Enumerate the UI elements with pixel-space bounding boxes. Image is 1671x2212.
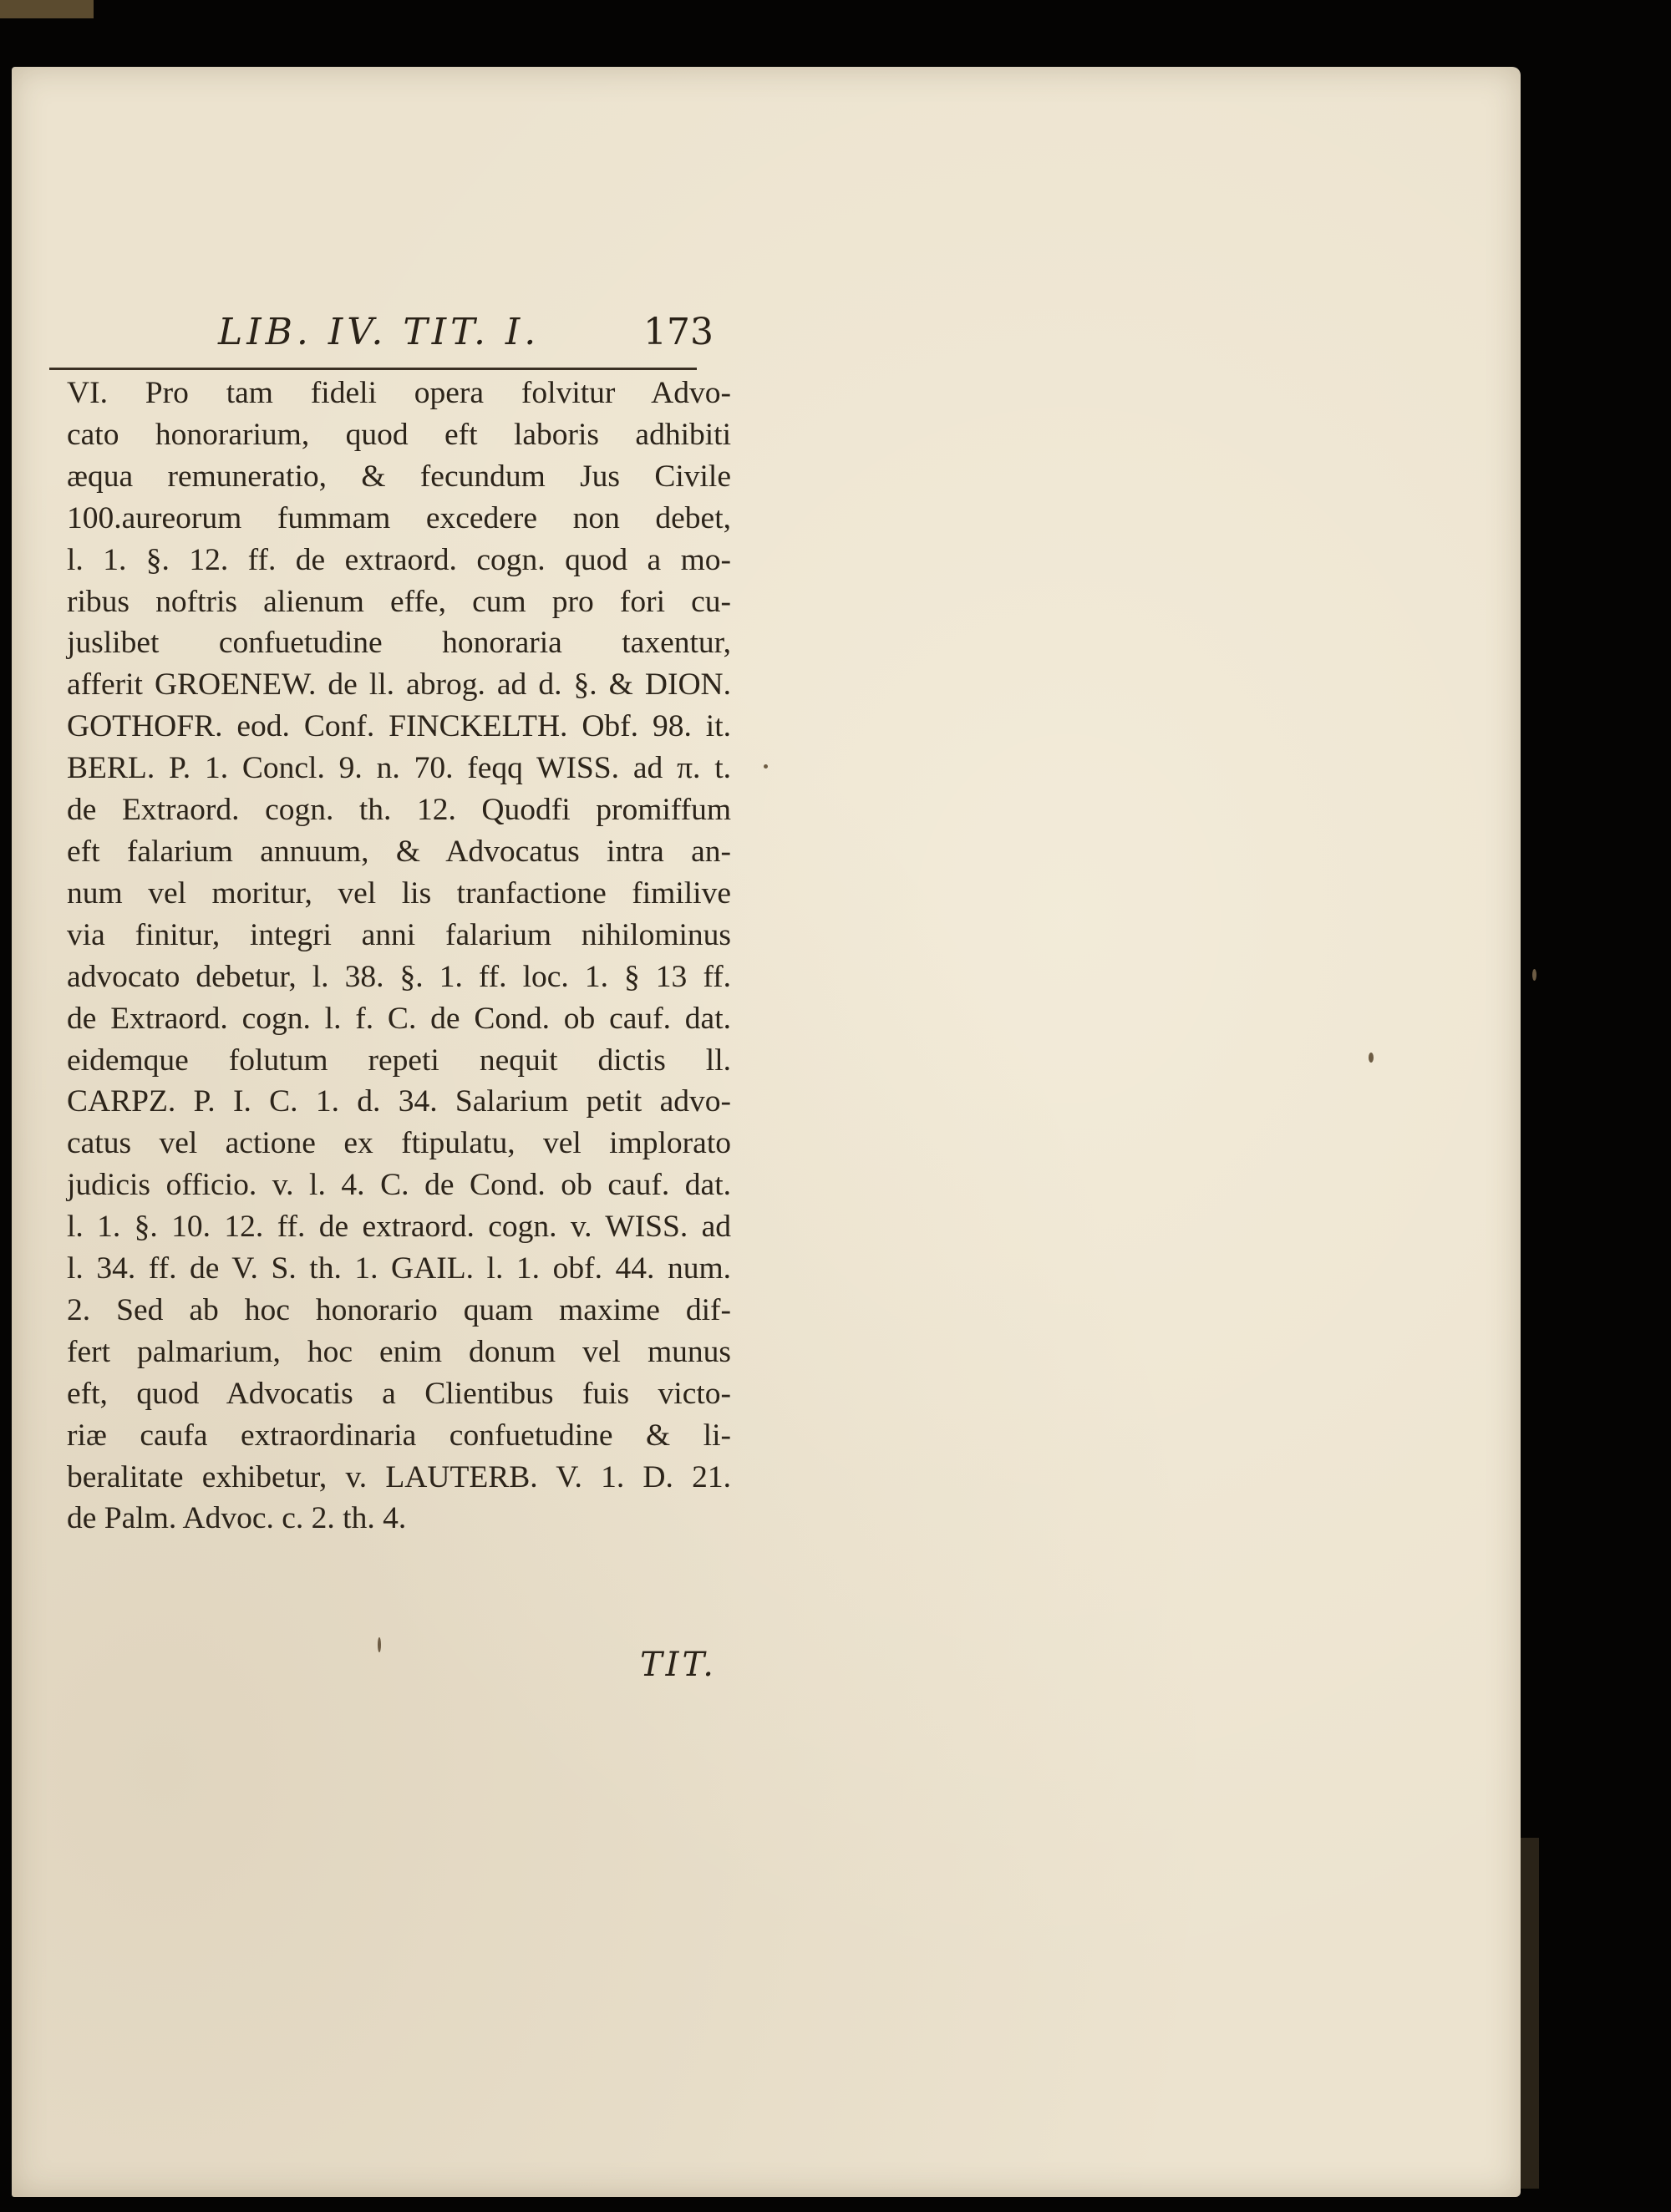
text-line: cato honorarium, quod eft laboris adhibiti (67, 417, 731, 452)
text-line: judicis officio. v. l. 4. C. de Cond. ob cauf. dat. (67, 1168, 731, 1203)
text-line: de Extraord. cogn. th. 12. Quodfi promiffum (67, 793, 731, 828)
text-line: ribus noftris alienum effe, cum pro fori cu- (67, 584, 731, 619)
text-line: advocato debetur, l. 38. §. 1. ff. loc. 1. § 13 ff. (67, 959, 731, 994)
text-line: num vel moritur, vel lis tranfactione fimilive (67, 875, 731, 911)
text-line: fert palmarium, hoc enim donum vel munus (67, 1334, 731, 1369)
text-line: eidemque folutum repeti nequit dictis ll. (67, 1043, 731, 1078)
paper-speck (378, 1637, 381, 1652)
text-line: de Palm. Advoc. c. 2. th. 4. (67, 1501, 407, 1536)
page-number: 173 (643, 311, 714, 353)
page-edge-shadow (1521, 1838, 1539, 2189)
text-line: eft falarium annuum, & Advocatus intra an- (67, 834, 731, 869)
text-line: de Extraord. cogn. l. f. C. de Cond. ob cauf. dat. (67, 1001, 731, 1036)
running-head: LIB. IV. TIT. I. (218, 311, 541, 353)
text-line: beralitate exhibetur, v. LAUTERB. V. 1. D. 21. (67, 1459, 731, 1494)
book-page (12, 67, 1521, 2197)
text-line: 100.aureorum fummam excedere non debet, (67, 500, 731, 535)
text-line: catus vel actione ex ftipulatu, vel implorato (67, 1126, 731, 1161)
body-paragraph (67, 373, 731, 1540)
paper-speck (1532, 969, 1536, 981)
text-line: VI. Pro tam fideli opera folvitur Advo- (67, 376, 731, 410)
header-rule (49, 368, 697, 370)
binding-edge (0, 0, 94, 18)
text-line: æqua remuneratio, & fecundum Jus Civile (67, 459, 731, 494)
catchword: TIT. (640, 1646, 717, 1684)
text-line: 2. Sed ab hoc honorario quam maxime dif- (67, 1292, 731, 1327)
text-line: eft, quod Advocatis a Clientibus fuis victo- (67, 1376, 731, 1411)
text-line: CARPZ. P. I. C. 1. d. 34. Salarium petit advo- (67, 1084, 731, 1119)
text-line: riæ caufa extraordinaria confuetudine & li- (67, 1418, 731, 1453)
paper-speck (1369, 1053, 1374, 1063)
text-line: via finitur, integri anni falarium nihilominus (67, 917, 731, 952)
text-line: BERL. P. 1. Concl. 9. n. 70. feqq WISS. ad π. t. (67, 751, 731, 786)
text-line: afferit GROENEW. de ll. abrog. ad d. §. & DION. (67, 667, 731, 703)
paper-speck (764, 764, 768, 769)
text-line: l. 34. ff. de V. S. th. 1. GAIL. l. 1. obf. 44. num. (67, 1251, 731, 1286)
text-line: l. 1. §. 10. 12. ff. de extraord. cogn. v. WISS. ad (67, 1210, 731, 1245)
text-line: juslibet confuetudine honoraria taxentur, (67, 626, 731, 661)
text-line: GOTHOFR. eod. Conf. FINCKELTH. Obf. 98. it. (67, 709, 731, 744)
text-line: l. 1. §. 12. ff. de extraord. cogn. quod a mo- (67, 542, 731, 577)
